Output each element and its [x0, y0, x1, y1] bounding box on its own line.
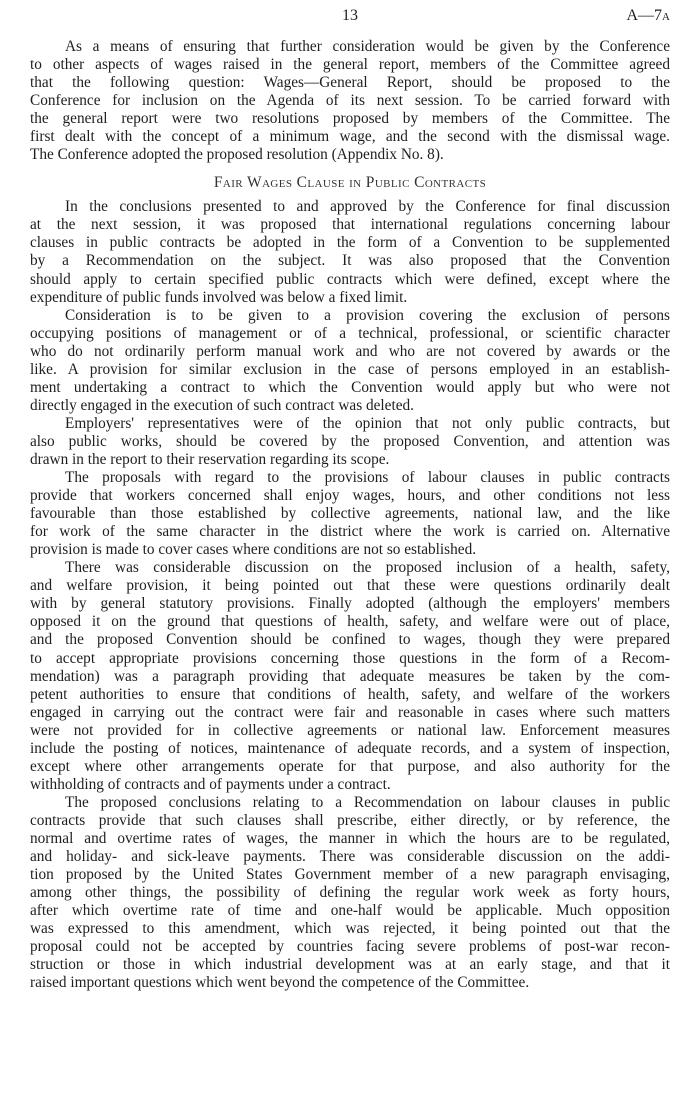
- paragraph: [30, 307, 670, 415]
- text-line: should apply to certain specified public contracts which were defined, except where the: [30, 270, 670, 288]
- text-line: The proposals with regard to the provisions of labour clauses in public contracts: [65, 469, 670, 487]
- paragraph: [30, 198, 670, 306]
- text-line: except where other arrangements operate for that purpose, and also authority for the: [30, 757, 670, 775]
- text-line: that the following question: Wages—General Report, should be proposed to the: [30, 74, 670, 92]
- text-line: for work of the same character in the district where the work is carried on. Alternative: [30, 523, 670, 541]
- document-reference-suffix: A: [662, 11, 670, 23]
- section: [30, 38, 670, 164]
- text-line: The Conference adopted the proposed resolution (Appendix No. 8).: [30, 146, 444, 164]
- document-body: [30, 38, 670, 992]
- text-line: expenditure of public funds involved was below a fixed limit.: [30, 288, 408, 306]
- text-line: include the posting of notices, maintenance of adequate records, and a system of inspection,: [30, 739, 670, 757]
- text-line: and holiday- and sick-leave payments. There was considerable discussion on the addi-: [30, 848, 670, 866]
- text-line: In the conclusions presented to and approved by the Conference for final discussion: [65, 198, 670, 216]
- text-line: after which overtime rate of time and one-half would be applicable. Much opposition: [30, 902, 670, 920]
- text-line: like. A provision for similar exclusion in the case of persons employed in an establish-: [30, 360, 670, 378]
- paragraph: [30, 415, 670, 469]
- paragraph: [30, 559, 670, 794]
- text-line: directly engaged in the execution of such contract was deleted.: [30, 396, 414, 414]
- text-line: favourable than those established by collective agreements, national law, and the like: [30, 505, 670, 523]
- text-line: was expressed to this amendment, which was rejected, it being pointed out that the: [30, 920, 670, 938]
- text-line: proposal could not be accepted by countries facing severe problems of post-war recon-: [30, 938, 670, 956]
- document-reference-main: A—7: [626, 7, 663, 24]
- text-line: Conference for inclusion on the Agenda of its next session. To be carried forward with: [30, 92, 670, 110]
- text-line: As a means of ensuring that further consideration would be given by the Conference: [65, 38, 670, 55]
- text-line: and the proposed Convention should be confined to wages, though they were prepared: [30, 631, 670, 649]
- text-line: Consideration is to be given to a provision covering the exclusion of persons: [65, 306, 670, 324]
- text-line: tion proposed by the United States Government member of a new paragraph envisaging,: [30, 866, 670, 884]
- text-line: among other things, the possibility of defining the regular work week as forty hours,: [30, 884, 670, 902]
- text-line: provide that workers concerned shall enjoy wages, hours, and other conditions not less: [30, 487, 670, 505]
- text-line: Employers' representatives were of the opinion that not only public contracts, but: [65, 414, 670, 432]
- text-line: provision is made to cover cases where conditions are not so established.: [30, 541, 477, 559]
- text-line: were not provided for in collective agreements or national law. Enforcement measures: [30, 721, 670, 739]
- text-line: raised important questions which went beyond the competence of the Committee.: [30, 974, 530, 992]
- text-line: normal and overtime rates of wages, the manner in which the hours are to be regulated,: [30, 829, 670, 847]
- text-line: opposed it on the ground that questions of health, safety, and welfare were out of place,: [30, 613, 670, 631]
- page-header: [30, 7, 670, 27]
- text-line: who do not ordinarily perform manual work and who are not covered by awards or the: [30, 342, 670, 360]
- text-line: first dealt with the concept of a minimum wage, and the second with the dismissal wage.: [30, 128, 670, 146]
- text-line: The proposed conclusions relating to a Recommendation on labour clauses in public: [65, 793, 670, 811]
- text-line: clauses in public contracts be adopted in the form of a Convention to be supplemented: [30, 234, 670, 252]
- section-heading: Fair Wages Clause in Public Contracts: [213, 174, 487, 192]
- paragraph: [30, 38, 670, 164]
- text-line: occupying positions of management or of a technical, professional, or scientific character: [30, 324, 670, 342]
- text-line: struction or those in which industrial development was at an early stage, and that it: [30, 956, 670, 974]
- text-line: drawn in the report to their reservation regarding its scope.: [30, 450, 390, 468]
- text-line: engaged in carrying out the contract were fair and reasonable in cases where such matters: [30, 703, 670, 721]
- text-line: and welfare provision, it being pointed out that these were questions ordinarily dealt: [30, 577, 670, 595]
- section: [30, 174, 670, 992]
- text-line: mendation) was a paragraph providing that adequate measures be taken by the com-: [30, 667, 670, 685]
- text-line: withholding of contracts and of payments under a contract.: [30, 775, 391, 793]
- text-line: by a Recommendation on the subject. It was also proposed that the Convention: [30, 252, 670, 270]
- text-line: to accept appropriate provisions concerning those questions in the form of a Recom-: [30, 649, 670, 667]
- text-line: There was considerable discussion on the proposed inclusion of a health, safety,: [65, 559, 670, 577]
- text-line: at the next session, it was proposed that international regulations concerning labour: [30, 216, 670, 234]
- text-line: with by general statutory provisions. Finally adopted (although the employers' members: [30, 595, 670, 613]
- text-line: also public works, should be covered by the proposed Convention, and attention was: [30, 432, 670, 450]
- text-line: the general report were two resolutions proposed by members of the Committee. The: [30, 110, 670, 128]
- document-reference: [626, 7, 670, 25]
- text-line: petent authorities to ensure that conditions of health, safety, and welfare of the workers: [30, 685, 670, 703]
- text-line: contracts provide that such clauses shall prescribe, either directly, or by reference, the: [30, 811, 670, 829]
- text-line: ment undertaking a contract to which the Convention would apply but who were not: [30, 378, 670, 396]
- page-number: 13: [342, 7, 358, 24]
- paragraph: [30, 794, 670, 993]
- paragraph: [30, 469, 670, 559]
- text-line: to other aspects of wages raised in the general report, members of the Committee agreed: [30, 56, 670, 74]
